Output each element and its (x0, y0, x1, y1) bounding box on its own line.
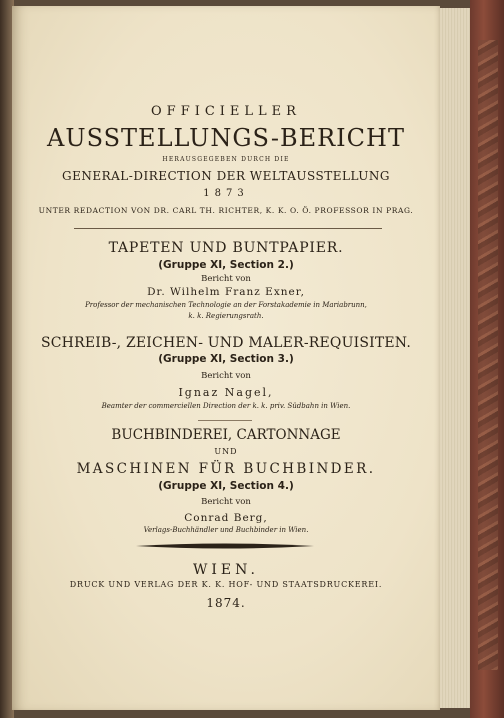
author-name: Ignaz Nagel, (178, 386, 274, 399)
book-cover-edge (470, 0, 504, 718)
author-affiliation: k. k. Regierungsrath. (188, 312, 264, 320)
imprint-year: 1874. (206, 596, 246, 610)
section-group: (Gruppe XI, Section 4.) (158, 480, 294, 492)
author-affiliation: Professor der mechanischen Technologie an der Forstakademie in Mariabrunn, (85, 301, 367, 309)
series-label: OFFICIELLER (151, 104, 301, 119)
section-title-conjunction: UND (214, 447, 238, 456)
section-title: SCHREIB-, ZEICHEN- UND MALER-REQUISITEN. (40, 335, 412, 351)
section-group: (Gruppe XI, Section 2.) (158, 259, 294, 271)
divider-rule (198, 420, 252, 421)
section-title: BUCHBINDEREI, CARTONNAGE (111, 427, 341, 443)
author-name: Conrad Berg, (184, 512, 268, 524)
report-by-label: Bericht von (201, 371, 251, 381)
imprint-city: WIEN. (193, 562, 259, 578)
ornamental-rule (136, 542, 314, 550)
section-group: (Gruppe XI, Section 3.) (158, 353, 294, 365)
publisher-direction: GENERAL-DIRECTION DER WELTAUSSTELLUNG (62, 169, 390, 183)
section-title: MASCHINEN FÜR BUCHBINDER. (76, 461, 376, 477)
marbled-cover (478, 40, 498, 670)
section-title: TAPETEN UND BUNTPAPIER. (108, 240, 344, 256)
published-by-label: HERAUSGEGEBEN DURCH DIE (162, 156, 290, 163)
editor-line: UNTER REDACTION VON DR. CARL TH. RICHTER, K. K. O. Ö. PROFESSOR IN PRAG. (38, 206, 414, 215)
exhibition-year: 1873 (203, 188, 249, 199)
author-affiliation: Beamter der commerciellen Direction der k. k. priv. Südbahn in Wien. (101, 402, 351, 410)
title-page (12, 6, 440, 710)
page-title: AUSSTELLUNGS-BERICHT (47, 124, 405, 152)
author-affiliation: Verlags-Buchhändler und Buchbinder in Wien. (143, 526, 309, 534)
author-name: Dr. Wilhelm Franz Exner, (147, 286, 305, 298)
imprint-publisher: DRUCK UND VERLAG DER K. K. HOF- UND STAATSDRUCKEREI. (69, 580, 383, 589)
report-by-label: Bericht von (201, 274, 251, 284)
report-by-label: Bericht von (201, 497, 251, 507)
divider-rule (74, 228, 382, 229)
